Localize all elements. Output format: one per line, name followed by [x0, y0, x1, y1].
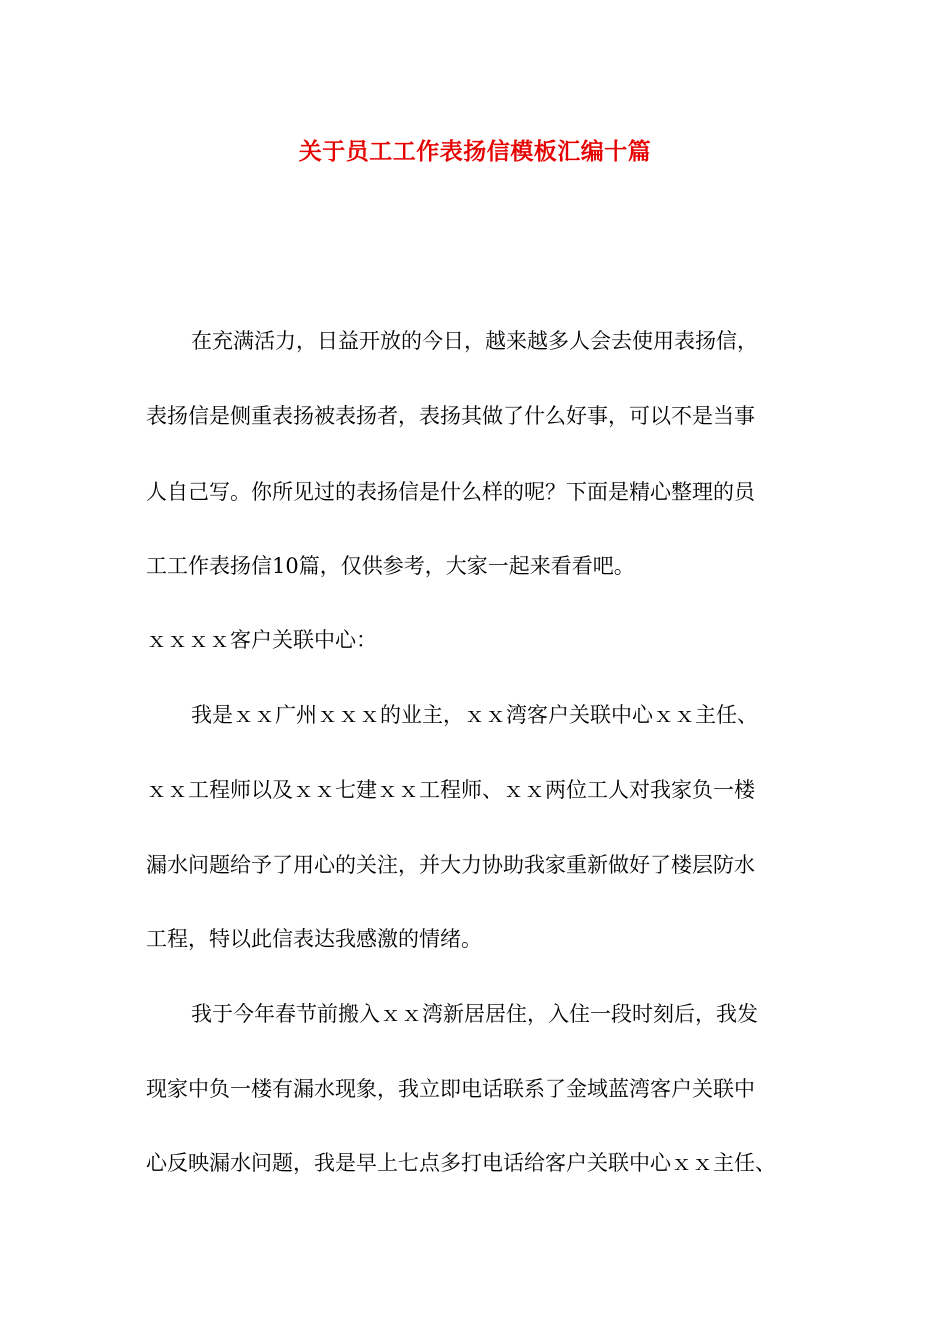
body-line: ｘｘ工程师以及ｘｘ七建ｘｘ工程师、ｘｘ两位工人对我家负一楼: [146, 778, 755, 802]
body-line: 漏水问题给予了用心的关注，并大力协助我家重新做好了楼层防水: [146, 853, 755, 877]
body-line: 在充满活力，日益开放的今日，越来越多人会去使用表扬信，: [191, 329, 758, 353]
body-line: 工程，特以此信表达我感激的情绪。: [146, 927, 482, 951]
body-line: 人自己写。你所见过的表扬信是什么样的呢？下面是精心整理的员: [146, 480, 755, 504]
body-line: 工工作表扬信10篇，仅供参考，大家一起来看看吧。: [146, 554, 635, 578]
body-line: 我于今年春节前搬入ｘｘ湾新居居住，入住一段时刻后，我发: [191, 1002, 758, 1026]
body-line: 我是ｘｘ广州ｘｘｘ的业主，ｘｘ湾客户关联中心ｘｘ主任、: [191, 703, 758, 727]
body-line: 现家中负一楼有漏水现象，我立即电话联系了金域蓝湾客户关联中: [146, 1077, 755, 1101]
document-title: 关于员工工作表扬信模板汇编十篇: [298, 138, 652, 165]
salutation-line: ｘｘｘｘ客户关联中心：: [146, 628, 377, 652]
body-line: 表扬信是侧重表扬被表扬者，表扬其做了什么好事，可以不是当事: [146, 404, 755, 428]
body-line: 心反映漏水问题，我是早上七点多打电话给客户关联中心ｘｘ主任、: [146, 1151, 776, 1175]
